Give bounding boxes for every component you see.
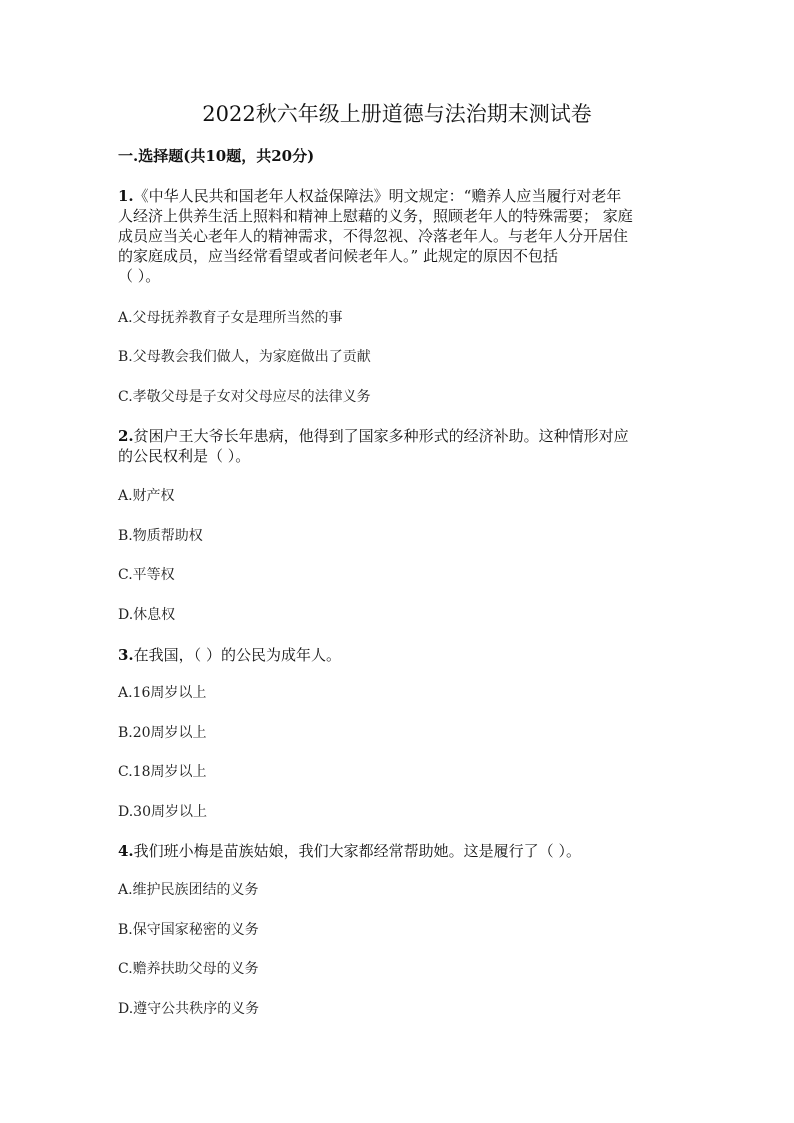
option-d: D.30周岁以上 — [118, 804, 207, 820]
option-c: C.孝敬父母是子女对父母应尽的法律义务 — [118, 389, 371, 405]
option-a: A.16周岁以上 — [118, 685, 207, 701]
question-number: 2. — [118, 427, 134, 445]
option-a: A.财产权 — [118, 488, 175, 504]
question-4 — [118, 841, 690, 861]
question-text: 成员应当关心老年人的精神需求，不得忽视、冷落老年人。与老年人分开居住 — [118, 227, 629, 245]
question-text: （ ）。 — [118, 267, 161, 285]
question-1 — [118, 186, 690, 286]
option-c: C.赡养扶助父母的义务 — [118, 961, 259, 977]
option-c: C.平等权 — [118, 567, 175, 583]
option-a: A.维护民族团结的义务 — [118, 882, 259, 898]
option-a: A.父母抚养教育子女是理所当然的事 — [118, 310, 343, 326]
option-b: B.物质帮助权 — [118, 528, 203, 544]
option-d: D.遵守公共秩序的义务 — [118, 1001, 260, 1017]
section-heading: 一.选择题(共10题，共20分) — [118, 147, 315, 165]
question-text: 人经济上供养生活上照料和精神上慰藉的义务，照顾老年人的特殊需要； 家庭 — [118, 207, 633, 225]
option-b: B.保守国家秘密的义务 — [118, 922, 259, 938]
option-d: D.休息权 — [118, 607, 176, 623]
option-c: C.18周岁以上 — [118, 764, 207, 780]
question-line — [118, 645, 690, 665]
question-text: 的家庭成员，应当经常看望或者问候老年人。” 此规定的原因不包括 — [118, 247, 558, 265]
question-text: 的公民权利是（ ）。 — [118, 447, 251, 465]
question-text: 在我国，（ ）的公民为成年人。 — [133, 646, 341, 664]
option-b: B.20周岁以上 — [118, 725, 207, 741]
question-text: 我们班小梅是苗族姑娘，我们大家都经常帮助她。这是履行了（ ）。 — [133, 842, 581, 860]
question-line — [118, 841, 690, 861]
question-text: 贫困户王大爷长年患病，他得到了国家多种形式的经济补助。这种情形对应 — [133, 427, 629, 445]
question-2 — [118, 426, 690, 466]
question-line — [118, 186, 690, 206]
option-b: B.父母教会我们做人，为家庭做出了贡献 — [118, 349, 371, 365]
page-title: 2022秋六年级上册道德与法治期末测试卷 — [202, 102, 592, 126]
question-number: 3. — [118, 646, 134, 664]
question-3 — [118, 645, 690, 665]
question-number: 1. — [118, 187, 134, 205]
question-number: 4. — [118, 842, 134, 860]
question-line — [118, 426, 690, 446]
question-text: 《中华人民共和国老年人权益保障法》明文规定：“赡养人应当履行对老年 — [133, 187, 622, 205]
